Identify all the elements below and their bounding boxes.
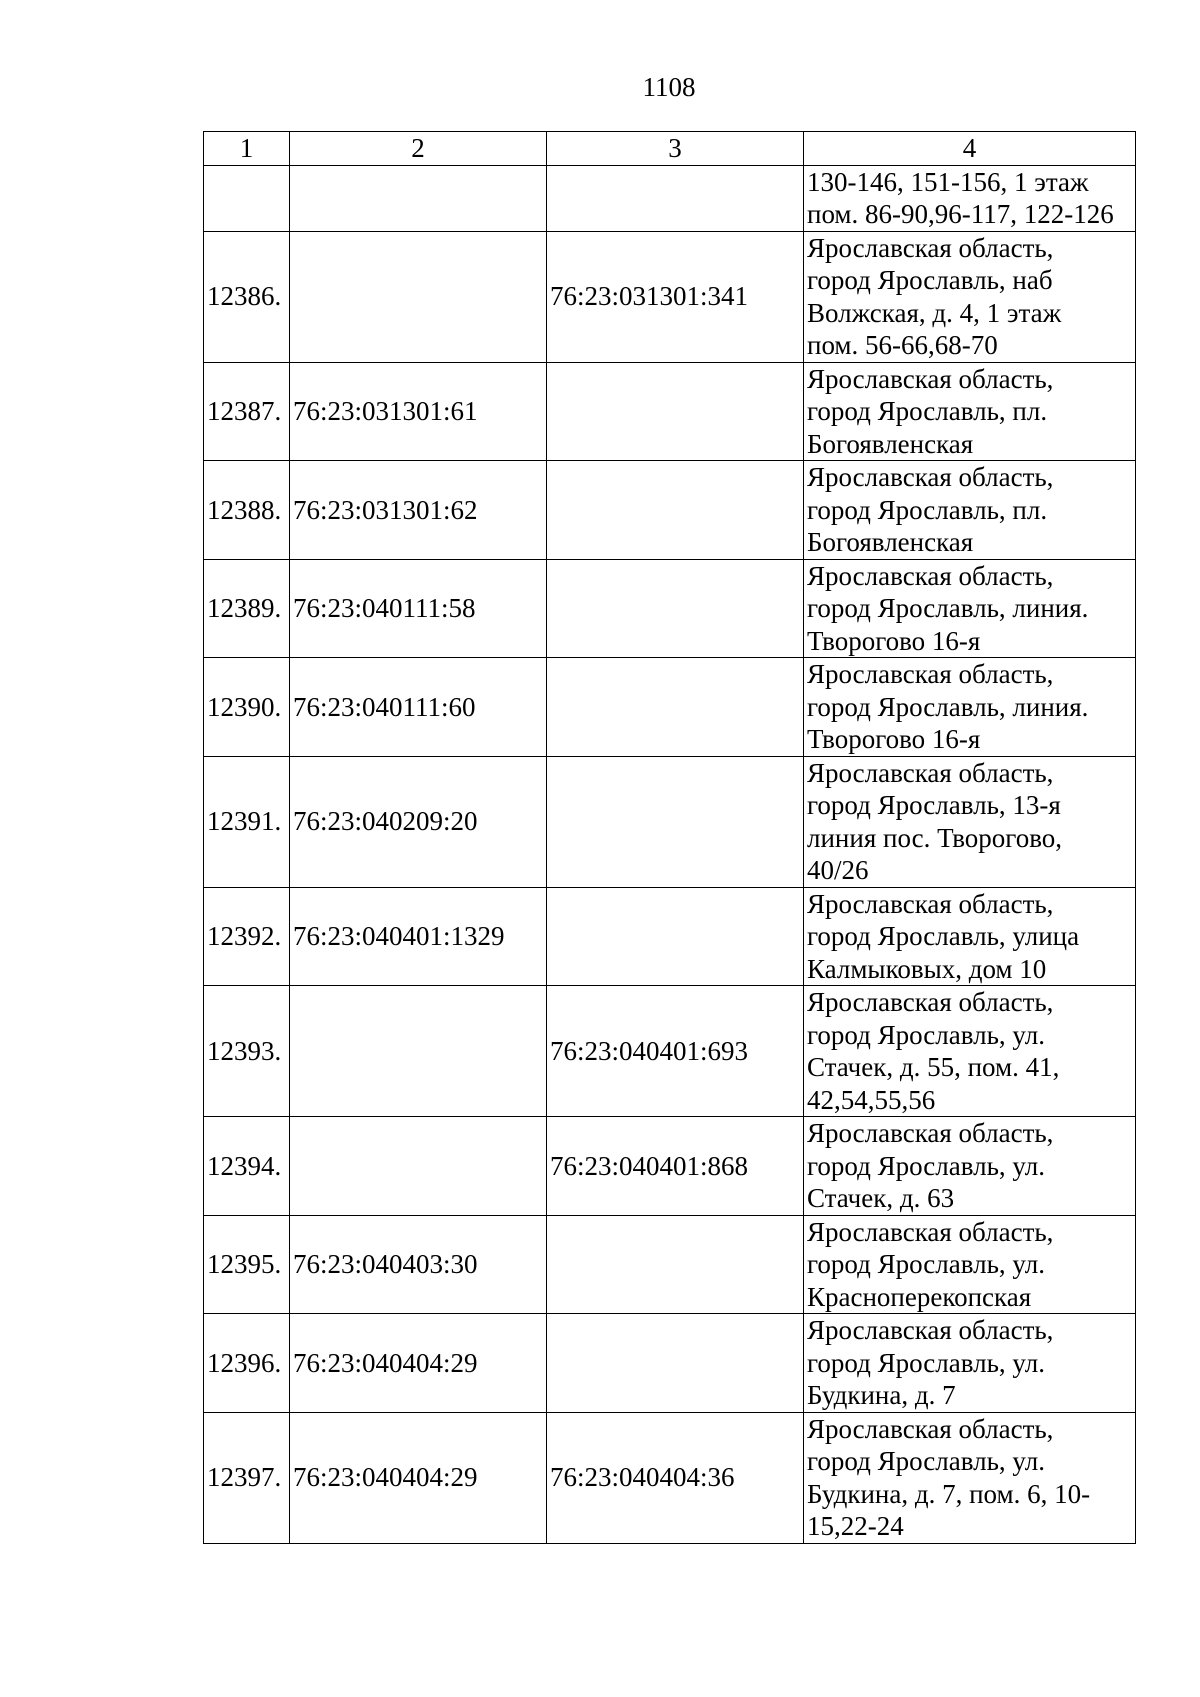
address-line: Ярославская область, xyxy=(807,363,1054,394)
row-number-cell: 12392. xyxy=(204,887,290,986)
address-cell xyxy=(804,1215,1136,1314)
address-cell xyxy=(804,1412,1136,1543)
table-row xyxy=(204,1314,1136,1413)
premises-number-cell xyxy=(547,756,804,887)
table-row xyxy=(204,1117,1136,1216)
row-number-cell: 12391. xyxy=(204,756,290,887)
registry-table xyxy=(203,131,1136,1544)
address-line: город Ярославль, ул. xyxy=(807,1446,1045,1476)
address-line: город Ярославль, ул. xyxy=(807,1150,1045,1181)
row-number-cell: 12395. xyxy=(204,1215,290,1314)
address-line: Ярославская область, xyxy=(807,462,1054,492)
address-line: город Ярославль, линия. xyxy=(807,691,1089,722)
address-line: 42,54,55,56 xyxy=(807,1084,936,1115)
cadastral-number-cell: 76:23:040209:20 xyxy=(290,756,547,887)
table-row xyxy=(204,165,1136,231)
cadastral-number-cell: 76:23:031301:62 xyxy=(290,461,547,560)
row-number-cell: 12389. xyxy=(204,559,290,658)
address-line: Ярославская область, xyxy=(807,757,1054,788)
address-line: Творогово 16-я xyxy=(807,625,981,656)
cadastral-number-cell: 76:23:040111:60 xyxy=(290,658,547,757)
premises-number-cell xyxy=(547,461,804,560)
row-number-cell: 12394. xyxy=(204,1117,290,1216)
premises-number-cell xyxy=(547,658,804,757)
row-number-cell: 12397. xyxy=(204,1412,290,1543)
address-line: пом. 86-90,96-117, 122-126 xyxy=(807,199,1114,229)
premises-number-cell xyxy=(547,887,804,986)
address-cell xyxy=(804,231,1136,362)
address-line: Калмыковых, дом 10 xyxy=(807,953,1047,984)
cadastral-number-cell: 76:23:040404:29 xyxy=(290,1314,547,1413)
cadastral-number-cell: 76:23:040401:1329 xyxy=(290,887,547,986)
address-line: Будкина, д. 7, пом. 6, 10- xyxy=(807,1478,1091,1509)
address-line: город Ярославль, ул. xyxy=(807,1019,1045,1050)
table-row xyxy=(204,756,1136,887)
table-row xyxy=(204,887,1136,986)
cadastral-number-cell xyxy=(290,986,547,1117)
address-line: Волжская, д. 4, 1 этаж xyxy=(807,297,1062,328)
cadastral-number-cell xyxy=(290,1117,547,1216)
row-number-cell: 12396. xyxy=(204,1314,290,1413)
row-number-cell: 12386. xyxy=(204,231,290,362)
address-cell xyxy=(804,1314,1136,1413)
table-row xyxy=(204,231,1136,362)
address-line: Красноперекопская xyxy=(807,1281,1032,1312)
address-line: Ярославская область, xyxy=(807,1413,1054,1444)
address-line: город Ярославль, ул. xyxy=(807,1347,1045,1378)
address-cell xyxy=(804,461,1136,560)
address-cell xyxy=(804,658,1136,757)
cadastral-number-cell: 76:23:031301:61 xyxy=(290,362,547,461)
address-line: Ярославская область, xyxy=(807,560,1054,591)
premises-number-cell xyxy=(547,1215,804,1314)
address-line: пом. 56-66,68-70 xyxy=(807,330,998,360)
table-body xyxy=(204,165,1136,1543)
address-line: город Ярославль, наб xyxy=(807,265,1053,295)
column-header-2: 2 xyxy=(290,132,547,166)
address-line: Ярославская область, xyxy=(807,1315,1054,1345)
address-line: 40/26 xyxy=(807,855,869,885)
cadastral-number-cell xyxy=(290,231,547,362)
cadastral-number-cell: 76:23:040111:58 xyxy=(290,559,547,658)
premises-number-cell: 76:23:040401:693 xyxy=(547,986,804,1117)
premises-number-cell xyxy=(547,362,804,461)
table-header xyxy=(204,132,1136,166)
address-line: 15,22-24 xyxy=(807,1511,904,1541)
address-line: город Ярославль, ул. xyxy=(807,1249,1045,1279)
address-line: город Ярославль, пл. xyxy=(807,494,1048,525)
address-line: Богоявленская xyxy=(807,428,974,459)
table-row xyxy=(204,1215,1136,1314)
premises-number-cell: 76:23:040404:36 xyxy=(547,1412,804,1543)
row-number-cell: 12388. xyxy=(204,461,290,560)
table-row xyxy=(204,461,1136,560)
address-cell xyxy=(804,887,1136,986)
premises-number-cell xyxy=(547,165,804,231)
address-cell xyxy=(804,165,1136,231)
cadastral-number-cell: 76:23:040404:29 xyxy=(290,1412,547,1543)
address-line: Богоявленская xyxy=(807,527,974,557)
address-line: Ярославская область, xyxy=(807,232,1054,263)
address-line: Ярославская область, xyxy=(807,1216,1054,1247)
cadastral-number-cell xyxy=(290,165,547,231)
column-header-1: 1 xyxy=(204,132,290,166)
address-line: Стачек, д. 63 xyxy=(807,1183,955,1213)
address-line: город Ярославль, 13-я xyxy=(807,790,1061,820)
address-cell xyxy=(804,559,1136,658)
premises-number-cell: 76:23:031301:341 xyxy=(547,231,804,362)
address-cell xyxy=(804,986,1136,1117)
address-line: линия пос. Творогово, xyxy=(807,822,1063,853)
address-line: город Ярославль, пл. xyxy=(807,396,1048,426)
address-line: Ярославская область, xyxy=(807,987,1054,1017)
address-line: Стачек, д. 55, пом. 41, xyxy=(807,1052,1060,1082)
table-row xyxy=(204,658,1136,757)
column-header-3: 3 xyxy=(547,132,804,166)
row-number-cell: 12393. xyxy=(204,986,290,1117)
premises-number-cell: 76:23:040401:868 xyxy=(547,1117,804,1216)
address-cell xyxy=(804,756,1136,887)
address-cell xyxy=(804,362,1136,461)
row-number-cell xyxy=(204,165,290,231)
header-row xyxy=(204,132,1136,166)
address-cell xyxy=(804,1117,1136,1216)
address-line: Ярославская область, xyxy=(807,659,1054,689)
address-line: Ярославская область, xyxy=(807,888,1054,919)
address-line: Ярославская область, xyxy=(807,1118,1054,1148)
premises-number-cell xyxy=(547,1314,804,1413)
address-line: город Ярославль, линия. xyxy=(807,593,1089,623)
address-line: Будкина, д. 7 xyxy=(807,1380,956,1410)
table-row xyxy=(204,986,1136,1117)
table-row xyxy=(204,362,1136,461)
table-row xyxy=(204,1412,1136,1543)
table-row xyxy=(204,559,1136,658)
premises-number-cell xyxy=(547,559,804,658)
row-number-cell: 12387. xyxy=(204,362,290,461)
address-line: Творогово 16-я xyxy=(807,724,981,754)
row-number-cell: 12390. xyxy=(204,658,290,757)
address-line: 130-146, 151-156, 1 этаж xyxy=(807,166,1089,197)
page-number: 1108 xyxy=(642,72,696,102)
address-line: город Ярославль, улица xyxy=(807,921,1080,951)
column-header-4: 4 xyxy=(804,132,1136,166)
cadastral-number-cell: 76:23:040403:30 xyxy=(290,1215,547,1314)
